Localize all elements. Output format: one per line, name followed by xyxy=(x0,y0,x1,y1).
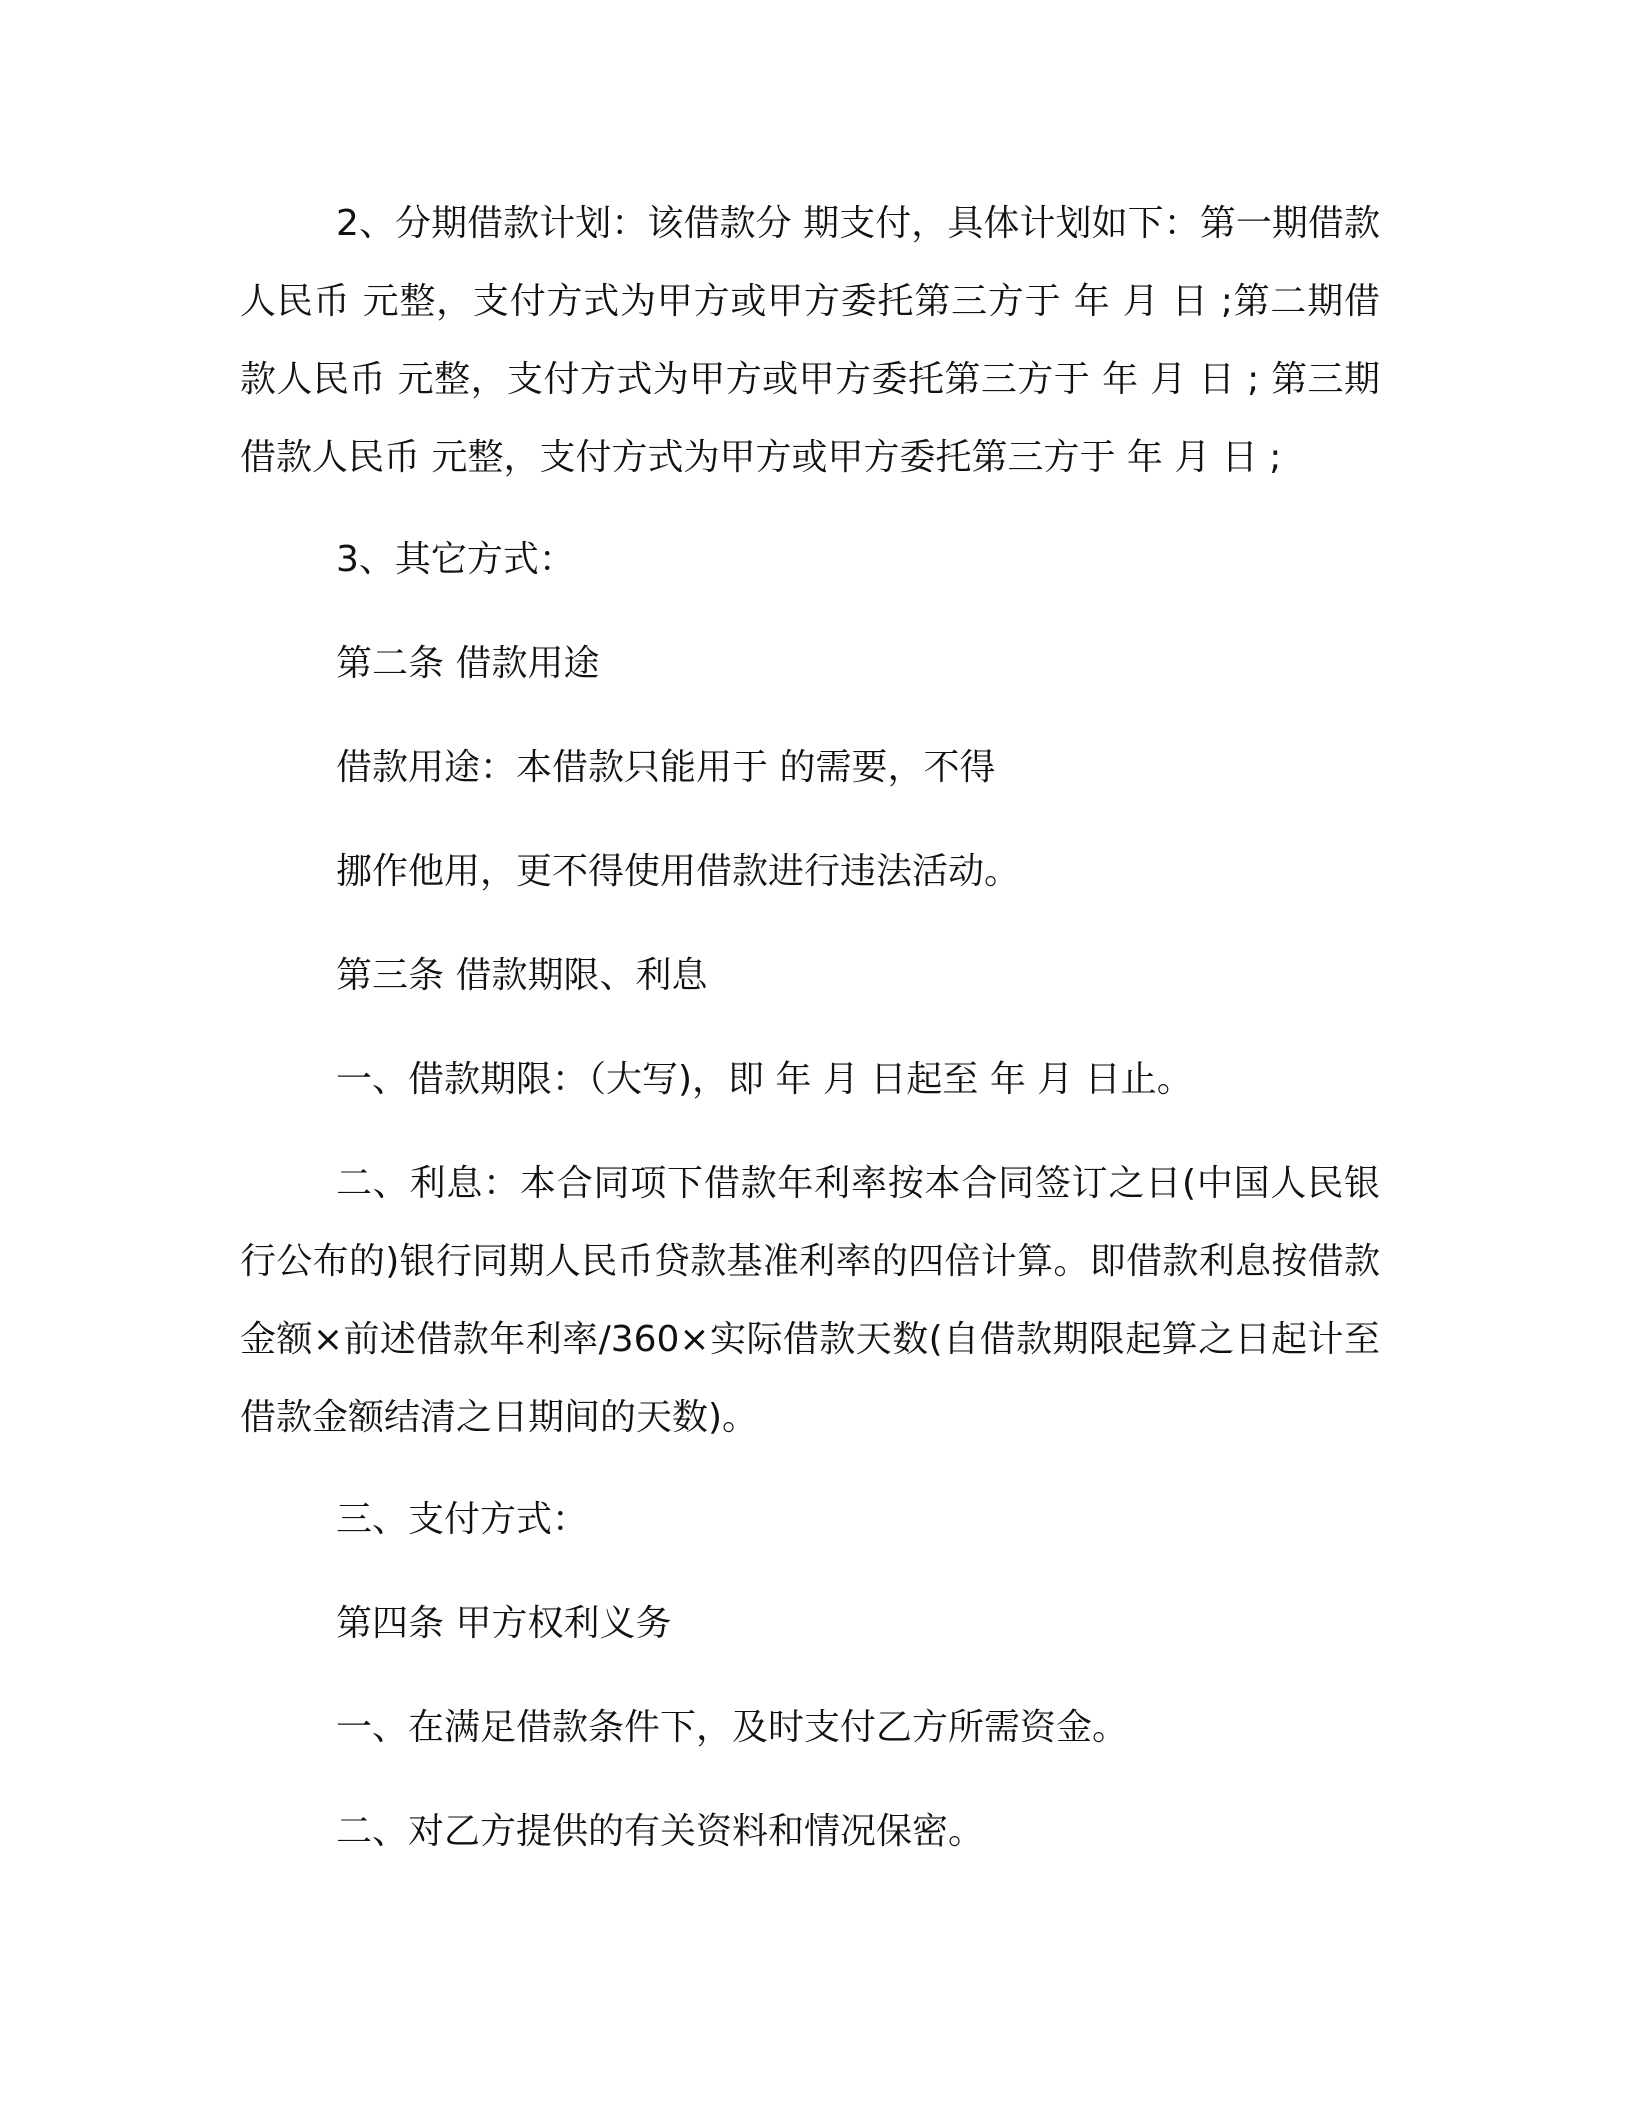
interest-paragraph: 二、利息：本合同项下借款年利率按本合同签订之日(中国人民银行公布的)银行同期人民币贷款基准利率的四倍计算。即借款利息按借款金额×前述借款年利率/360×实际借款天数(自借款期限起算之日起计至借款金额结清之日期间的天数)。 xyxy=(240,1163,1380,1438)
lender-duty-two-line: 二、对乙方提供的有关资料和情况保密。 xyxy=(336,1811,985,1852)
installment-plan-paragraph: 2、分期借款计划：该借款分 期支付，具体计划如下：第一期借款人民币 元整，支付方式为甲方或甲方委托第三方于 年 月 日 ;第二期借款人民币 元整，支付方式为甲方或甲方委托第三方于 年 月 日 ; 第三期借款人民币 元整，支付方式为甲方或甲方委托第三方于 年 月 日 ; xyxy=(240,203,1380,478)
misuse-prohibition-line: 挪作他用，更不得使用借款进行违法活动。 xyxy=(336,851,1021,892)
document-body xyxy=(240,185,1380,1897)
loan-term-line: 一、借款期限：（大写)，即 年 月 日起至 年 月 日止。 xyxy=(336,1059,1193,1100)
payment-method-line: 三、支付方式： xyxy=(336,1499,589,1540)
lender-duty-one-line: 一、在满足借款条件下，及时支付乙方所需资金。 xyxy=(336,1707,1129,1748)
article-two-heading: 第二条 借款用途 xyxy=(336,643,600,684)
article-three-heading: 第三条 借款期限、利息 xyxy=(336,955,708,996)
other-methods-line: 3、其它方式： xyxy=(336,539,575,580)
article-four-heading: 第四条 甲方权利义务 xyxy=(336,1603,672,1644)
loan-purpose-line: 借款用途：本借款只能用于 的需要，不得 xyxy=(336,747,996,788)
